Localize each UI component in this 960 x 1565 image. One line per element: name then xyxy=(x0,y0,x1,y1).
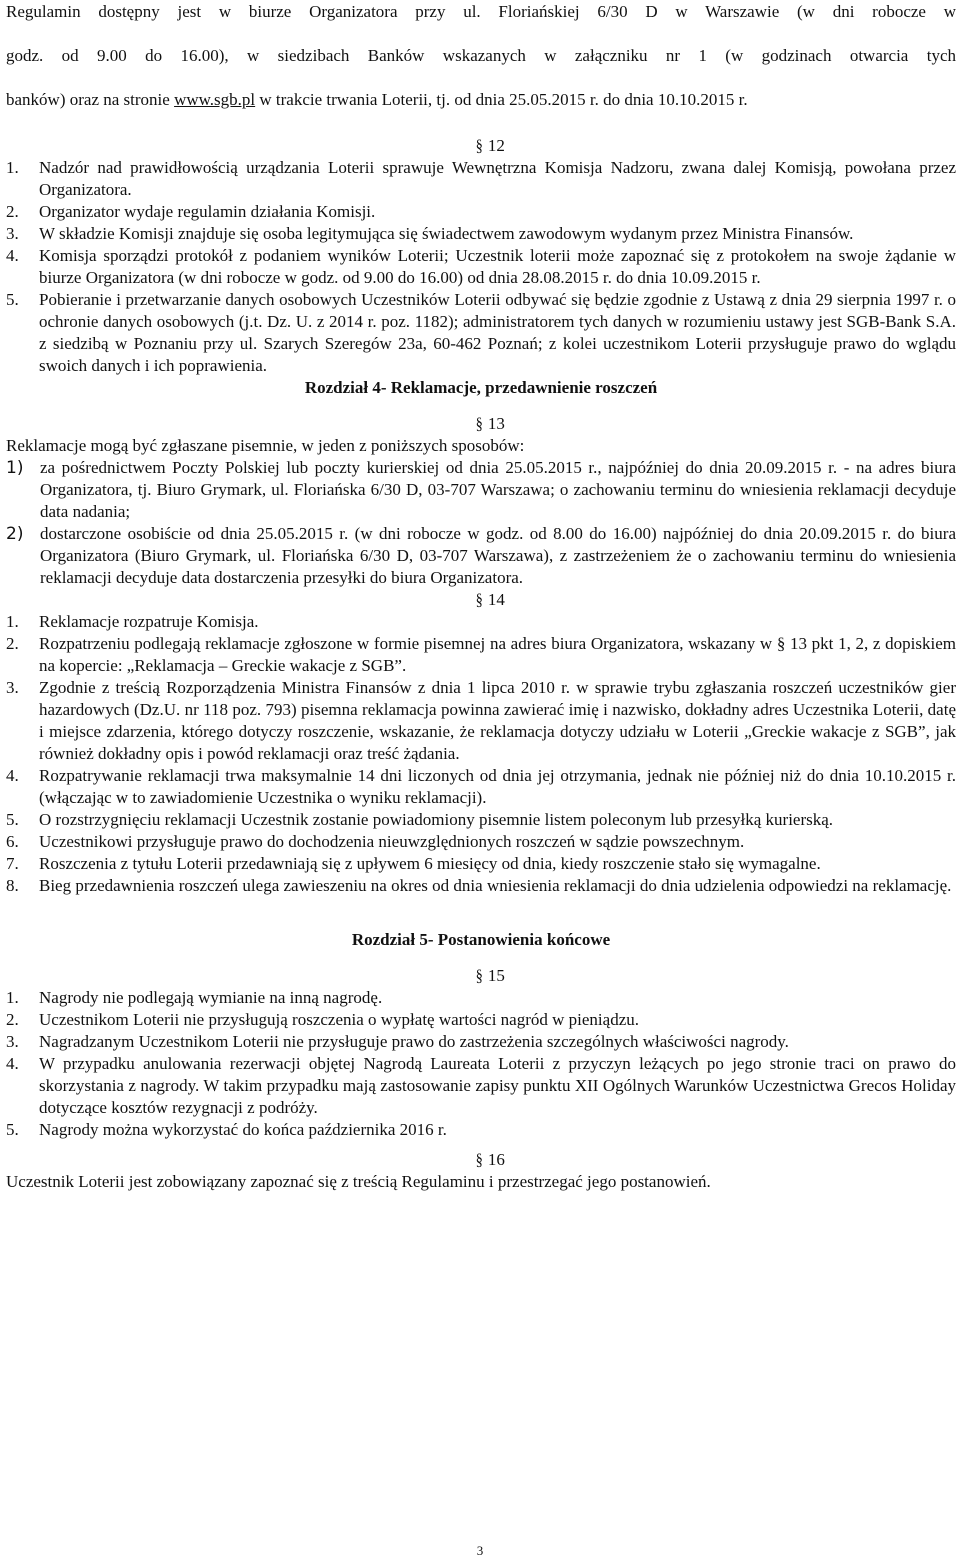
item-text: Nagrody można wykorzystać do końca października 2016 r. xyxy=(39,1120,447,1139)
section-13-list xyxy=(6,457,956,589)
list-item xyxy=(6,157,956,201)
chapter-4-title: Rozdział 4- Reklamacje, przedawnienie roszczeń xyxy=(304,378,658,397)
item-number: 4. xyxy=(6,766,19,785)
paragraph-sign: § xyxy=(475,414,483,433)
item-number: 1. xyxy=(6,612,19,631)
section-12-number: 12 xyxy=(487,136,505,155)
list-item xyxy=(6,1119,956,1141)
item-number: 5. xyxy=(6,810,19,829)
item-number: 2. xyxy=(6,202,19,221)
section-12-heading xyxy=(24,135,956,157)
section-14-heading xyxy=(24,589,956,611)
intro-text-a: banków) oraz na stronie xyxy=(6,90,175,109)
item-number: 7. xyxy=(6,854,19,873)
list-item xyxy=(6,1009,956,1031)
list-item xyxy=(6,611,956,633)
list-item xyxy=(6,831,956,853)
item-text: dostarczone osobiście od dnia 25.05.2015 r. (w dni robocze w godz. od 8.00 do 16.00) najpóźniej do dnia 20.09.2015 r. do biura Organizatora (Biuro Grymark, ul. Floriańska 6/30 D, 03-707 Warszawa), z zastrzeżeniem że o zachowaniu terminu do wniesienia reklamacji decyduje data dostarczenia przesyłki do biura Organizatora. xyxy=(40,524,956,587)
list-item xyxy=(6,223,956,245)
item-text: O rozstrzygnięciu reklamacji Uczestnik zostanie powiadomiony pisemnie listem poleconym lub przesyłką kurierską. xyxy=(39,810,834,829)
item-text: W składzie Komisji znajduje się osoba legitymująca się świadectwem zawodowym wydanym przez Ministra Finansów. xyxy=(39,224,854,243)
item-text: W przypadku anulowania rezerwacji objętej Nagrodą Laureata Loterii z przyczyn leżących po jego stronie traci on prawo do skorzystania z nagrody. W takim przypadku mają zastosowanie zapisy punktu XII Ogólnych Warunków Uczestnictwa Grecos Holiday dotyczące kosztów rezygnacji z podróży. xyxy=(39,1054,956,1117)
item-text: Bieg przedawnienia roszczeń ulega zawieszeniu na okres od dnia wniesienia reklamacji do dnia udzielenia odpowiedzi na reklamację. xyxy=(39,876,952,895)
item-number: 2) xyxy=(6,524,24,544)
section-12-list xyxy=(6,157,956,377)
paragraph-sign: § xyxy=(475,136,483,155)
item-text: Pobieranie i przetwarzanie danych osobowych Uczestników Loterii odbywać się będzie zgodnie z Ustawą z dnia 29 sierpnia 1997 r. o ochronie danych osobowych (j.t. Dz. U. z 2014 r. poz. 1182); administratorem tych danych w rozumieniu ustawy jest SGB-Bank S.A. z siedzibą w Poznaniu przy ul. Szarych Szeregów 23a, 60-462 Poznań; z kolei uczestnikom Loterii przysługuje prawo do wglądu swoich danych i ich poprawienia. xyxy=(39,290,956,375)
item-number: 5. xyxy=(6,290,19,309)
item-number: 2. xyxy=(6,634,19,653)
sgb-website-link[interactable]: www.sgb.pl xyxy=(174,90,256,109)
item-number: 3. xyxy=(6,678,19,697)
item-text: Organizator wydaje regulamin działania Komisji. xyxy=(39,202,376,221)
item-number: 1. xyxy=(6,158,19,177)
section-15-number: 15 xyxy=(487,966,505,985)
item-text: Komisja sporządzi protokół z podaniem wyników Loterii; Uczestnik loterii może zapoznać się z protokołem na swoje żądanie w biurze Organizatora (w dni robocze w godz. od 9.00 do 16.00) od dnia 28.08.2015 r. do dnia 10.09.2015 r. xyxy=(39,246,956,287)
item-text: Rozpatrzeniu podlegają reklamacje zgłoszone w formie pisemnej na adres biura Organizatora, wskazany w § 13 pkt 1, 2, z dopiskiem na kopercie: „Reklamacja – Greckie wakacje z SGB”. xyxy=(39,634,956,675)
section-16-number: 16 xyxy=(487,1150,505,1169)
list-item xyxy=(6,245,956,289)
list-item xyxy=(6,457,956,523)
item-number: 4. xyxy=(6,246,19,265)
list-item xyxy=(6,853,956,875)
item-number: 5. xyxy=(6,1120,19,1139)
list-item xyxy=(6,765,956,809)
item-number: 2. xyxy=(6,1010,19,1029)
item-text: Zgodnie z treścią Rozporządzenia Ministra Finansów z dnia 1 lipca 2010 r. w sprawie trybu zgłaszania roszczeń uczestników gier hazardowych (Dz.U. nr 118 poz. 793) pisemna reklamacja powinna zawierać imię i nazwisko, dokładny adres Uczestnika Loterii, datę i miejsce zdarzenia, którego dotyczy roszczenie, wskazanie, że reklamacja dotyczy udziału w Loterii „Greckie wakacje z SGB”, jak również dokładny opis i powód reklamacji oraz treść żądania. xyxy=(39,678,956,763)
list-item xyxy=(6,875,956,897)
intro-line-3 xyxy=(6,89,956,111)
list-item xyxy=(6,523,956,589)
section-14-list xyxy=(6,611,956,897)
section-13-heading xyxy=(24,413,956,435)
list-item xyxy=(6,809,956,831)
section-16-heading xyxy=(24,1149,956,1171)
item-text: Uczestnikowi przysługuje prawo do dochodzenia nieuwzględnionych roszczeń w sądzie powszechnym. xyxy=(39,832,745,851)
list-item xyxy=(6,987,956,1009)
section-14-number: 14 xyxy=(487,590,505,609)
list-item xyxy=(6,633,956,677)
item-number: 1. xyxy=(6,988,19,1007)
intro-line-1: Regulamin dostępny jest w biurze Organizatora przy ul. Floriańskiej 6/30 D w Warszawie (w dni robocze w xyxy=(6,2,956,21)
chapter-5-title: Rozdział 5- Postanowienia końcowe xyxy=(351,930,611,949)
intro-line-2: godz. od 9.00 do 16.00), w siedzibach Banków wskazanych w załączniku nr 1 (w godzinach otwarcia tych xyxy=(6,46,956,65)
item-number: 8. xyxy=(6,876,19,895)
section-16-text: Uczestnik Loterii jest zobowiązany zapoznać się z treścią Regulaminu i przestrzegać jego postanowień. xyxy=(6,1172,711,1191)
item-text: Nagradzanym Uczestnikom Loterii nie przysługuje prawo do zastrzeżenia szczególnych właściwości nagrody. xyxy=(39,1032,789,1051)
section-13-number: 13 xyxy=(487,414,505,433)
item-number: 3. xyxy=(6,224,19,243)
list-item xyxy=(6,201,956,223)
page-number: 3 xyxy=(476,1543,484,1558)
section-15-heading xyxy=(24,965,956,987)
item-number: 6. xyxy=(6,832,19,851)
item-text: Uczestnikom Loterii nie przysługują roszczenia o wypłatę wartości nagród w pieniądzu. xyxy=(39,1010,639,1029)
item-text: Nagrody nie podlegają wymianie na inną nagrodę. xyxy=(39,988,383,1007)
item-number: 3. xyxy=(6,1032,19,1051)
paragraph-sign: § xyxy=(475,966,483,985)
item-text: za pośrednictwem Poczty Polskiej lub poczty kurierskiej od dnia 25.05.2015 r., najpóźniej do dnia 20.09.2015 r. - na adres biura Organizatora, tj. Biuro Grymark, ul. Floriańska 6/30 D, 03-707 Warszawa; o zachowaniu terminu do wniesienia reklamacji decyduje data nadania; xyxy=(40,458,956,521)
intro-text-b: w trakcie trwania Loterii, tj. od dnia 25.05.2015 r. do dnia 10.10.2015 r. xyxy=(255,90,748,109)
item-text: Roszczenia z tytułu Loterii przedawniają się z upływem 6 miesięcy od dnia, kiedy roszczenie stało się wymagalne. xyxy=(39,854,821,873)
list-item xyxy=(6,289,956,377)
item-text: Reklamacje rozpatruje Komisja. xyxy=(39,612,259,631)
item-number: 4. xyxy=(6,1054,19,1073)
paragraph-sign: § xyxy=(475,1150,483,1169)
list-item xyxy=(6,1053,956,1119)
section-15-list xyxy=(6,987,956,1141)
item-number: 1) xyxy=(6,458,24,478)
section-13-lead: Reklamacje mogą być zgłaszane pisemnie, w jeden z poniższych sposobów: xyxy=(6,436,525,455)
item-text: Rozpatrywanie reklamacji trwa maksymalnie 14 dni liczonych od dnia jej otrzymania, jednak nie później niż do dnia 10.10.2015 r. (włączając w to zawiadomienie Uczestnika o wyniku reklamacji). xyxy=(39,766,956,807)
item-text: Nadzór nad prawidłowością urządzania Loterii sprawuje Wewnętrzna Komisja Nadzoru, zwana dalej Komisją, powołana przez Organizatora. xyxy=(39,158,956,199)
paragraph-sign: § xyxy=(475,590,483,609)
list-item xyxy=(6,677,956,765)
list-item xyxy=(6,1031,956,1053)
